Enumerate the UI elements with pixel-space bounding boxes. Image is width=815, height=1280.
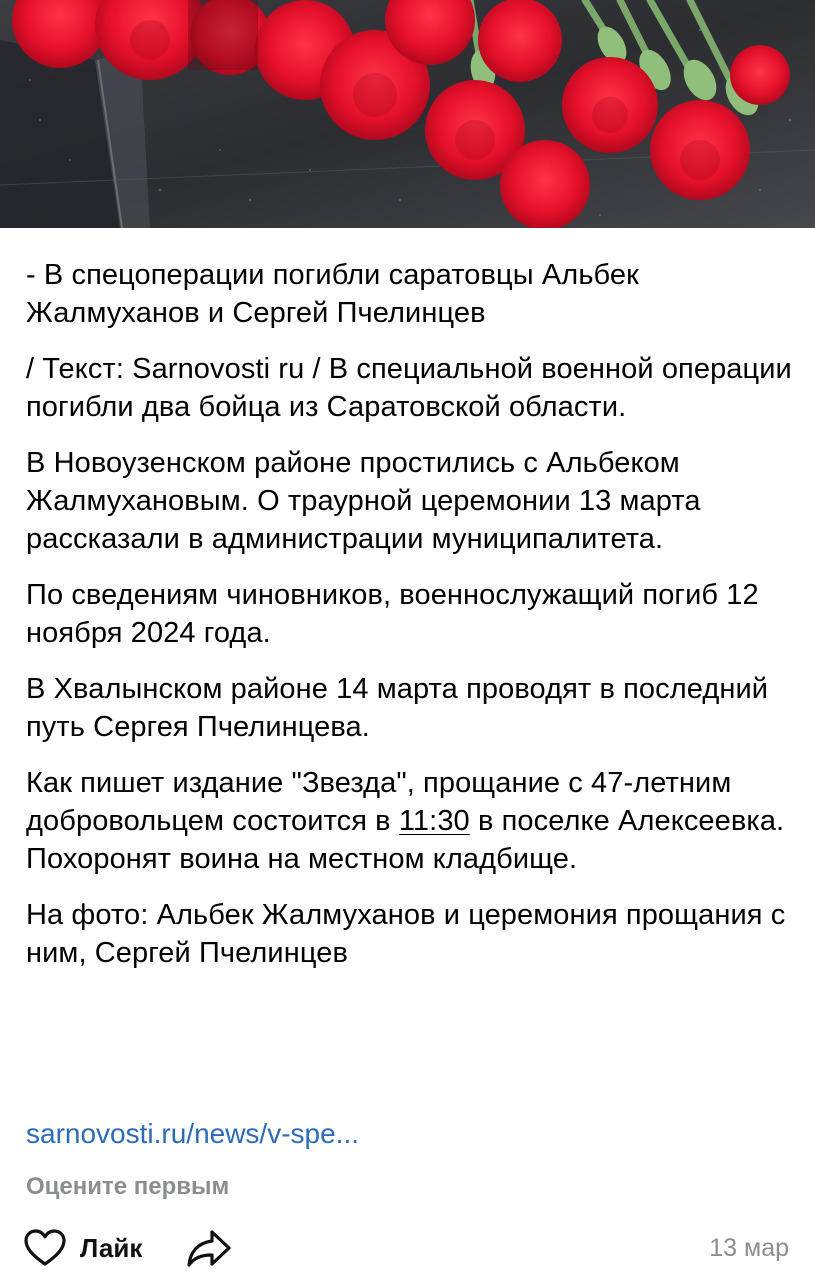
share-button[interactable] — [186, 1228, 232, 1268]
time-link[interactable]: 11:30 — [398, 805, 470, 837]
rate-first-label[interactable]: Оцените первым — [26, 1173, 230, 1200]
post-footer — [0, 1222, 815, 1272]
paragraph-text: в поселке Алексеевка. Похоронят воина на местном кладбище. — [26, 805, 785, 875]
like-label: Лайк — [80, 1232, 143, 1263]
paragraph-text: Как пишет издание "Звезда", прощание с 47-летним добровольцем состоится в — [26, 767, 732, 837]
post-photo[interactable] — [0, 0, 815, 228]
post-paragraph: - В спецоперации погибли саратовцы Альбек Жалмуханов и Сергей Пчелинцев — [26, 259, 639, 329]
post-paragraph: По сведениям чиновников, военнослужащий погиб 12 ноября 2024 года. — [26, 579, 759, 649]
post-paragraph: В Хвалынском районе 14 марта проводят в последний путь Сергея Пчелинцева. — [26, 673, 769, 743]
post-paragraph — [26, 764, 796, 878]
heart-outline-icon — [24, 1229, 66, 1267]
post-text — [26, 256, 796, 990]
like-button[interactable] — [24, 1228, 142, 1268]
post-paragraph: На фото: Альбек Жалмуханов и церемония прощания с ним, Сергей Пчелинцев — [26, 899, 786, 969]
post-paragraph: В Новоузенском районе простились с Альбеком Жалмухановым. О траурной церемонии 13 марта рассказали в администрации муниципалитета. — [26, 447, 701, 555]
post-date: 13 мар — [709, 1234, 789, 1262]
carnations-image — [0, 0, 815, 228]
post-paragraph: / Текст: Sarnovosti ru / В специальной военной операции погибли два бойца из Саратовской области. — [26, 353, 792, 423]
source-link[interactable]: sarnovosti.ru/news/v-spe... — [26, 1118, 360, 1149]
share-arrow-icon — [186, 1255, 232, 1272]
